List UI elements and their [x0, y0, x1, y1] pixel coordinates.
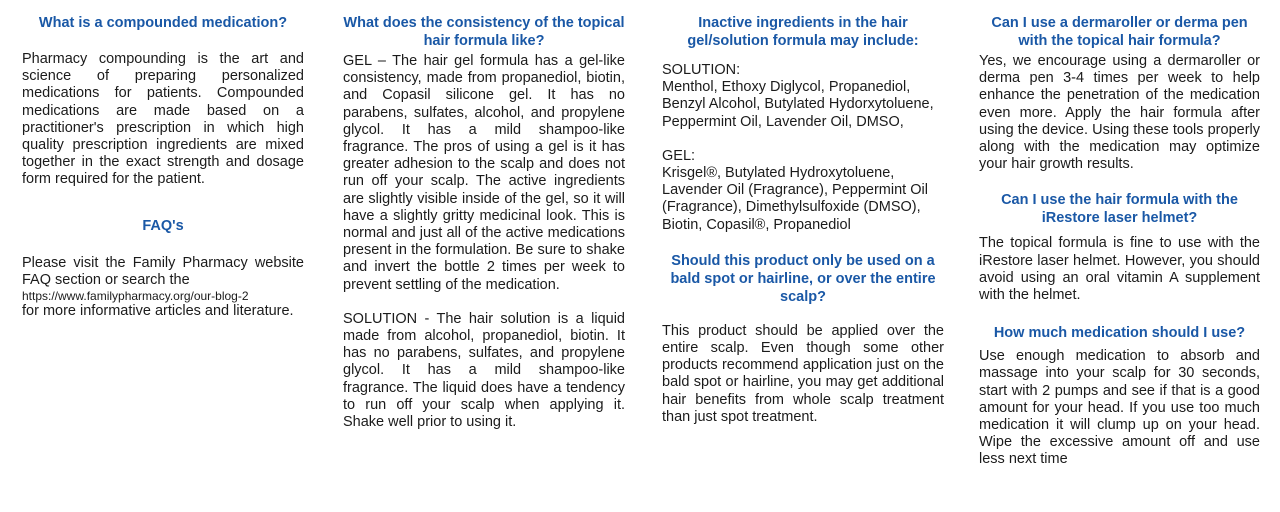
heading-bald-spot: Should this product only be used on a bald spot or hairline, or over the entire scalp? [670, 252, 936, 305]
list-solution-ingredients: Menthol, Ethoxy Diglycol, Propanediol, Benzyl Alcohol, Butylated Hydorxytoluene, Peppermint Oil, Lavender Oil, DMSO, [662, 79, 934, 130]
heading-how-much: How much medication should I use? [993, 325, 1246, 342]
text-bald-spot: This product should be applied over the entire scalp. Even though some other products recommend application just on the bald spot or hairline, you may get additional hair benefits from whole scalp treatment than just spot treatment. [662, 322, 944, 425]
column-usage [979, 14, 1260, 469]
heading-consistency: What does the consistency of the topical hair formula like? [343, 15, 625, 49]
column-compounding [22, 14, 304, 320]
text-compounded-medication: Pharmacy compounding is the art and science of preparing personalized medications for patients. Compounded medications are made based on a practitioner's prescription in which high quality prescription ingredients are mixed together in the exact strength and dosage form required for the patient. [22, 51, 304, 188]
heading-faq: FAQ's [142, 217, 184, 234]
heading-inactive-ingredients: Inactive ingredients in the hair gel/solution formula may include: [687, 15, 919, 49]
heading-dermaroller: Can I use a dermaroller or derma pen with the topical hair formula? [991, 15, 1248, 49]
text-solution-consistency: SOLUTION - The hair solution is a liquid made from alcohol, propanediol, biotin. It has no parabens, sulfates, and propylene glycol. It has a mild shampoo-like fragrance. The liquid does have a tendency to run off your scalp when applying it. Shake well prior to using it. [343, 310, 625, 431]
heading-compounded-medication: What is a compounded medication? [38, 15, 288, 31]
heading-irestore: Can I use the hair formula with the iRestore laser helmet? [1001, 192, 1238, 227]
text-how-much: Use enough medication to absorb and massage into your scalp for 30 seconds, start with 2 pumps and see if that is a good amount for your head. If you use too much medication it will clump up on your head. Wipe the excessive amount off and use less next time [979, 348, 1260, 468]
text-dermaroller: Yes, we encourage using a dermaroller or derma pen 3-4 times per week to help enhance the penetration of the medication even more. Apply the hair formula after using the device. Using these tools properly along with the medication may optimize your hair growth results. [979, 53, 1260, 173]
column-consistency [343, 14, 625, 431]
list-gel-ingredients: Krisgel®, Butylated Hydroxytoluene, Lavender Oil (Fragrance), Peppermint Oil (Fragrance), Dimethylsulfoxide (DMSO), Biotin, Copasil®, Propanediol [662, 165, 928, 233]
faq-block [22, 255, 304, 321]
label-gel: GEL: [662, 147, 696, 164]
text-gel-consistency: GEL – The hair gel formula has a gel-like consistency, made from propanediol, biotin, and Copasil silicone gel. It has no parabens, sulfates, alcohol, and propylene glycol. It has a mild shampoo-like fragrance. The pros of using a gel is it has greater adhesion to the scalp and does not run off your scalp. The active ingredients are slightly visible inside of the gel, so it will have a slightly gritty medicinal look. This is normal and just all of the active medications present in the formulation. Be sure to shake and invert the bottle 2 times per week to prevent settling of the medication. [343, 53, 625, 293]
column-ingredients [662, 14, 944, 426]
text-faq: Please visit the Family Pharmacy website FAQ section or search the [22, 254, 304, 288]
text-irestore: The topical formula is fine to use with the iRestore laser helmet. However, you should avoid using an oral vitamin A supplement with the helmet. [979, 235, 1260, 304]
faq-link[interactable]: https://www.familypharmacy.org/our-blog-2 [22, 289, 249, 304]
text-faq-end: for more informative articles and literature. [22, 303, 294, 320]
label-solution: SOLUTION: [662, 62, 741, 78]
